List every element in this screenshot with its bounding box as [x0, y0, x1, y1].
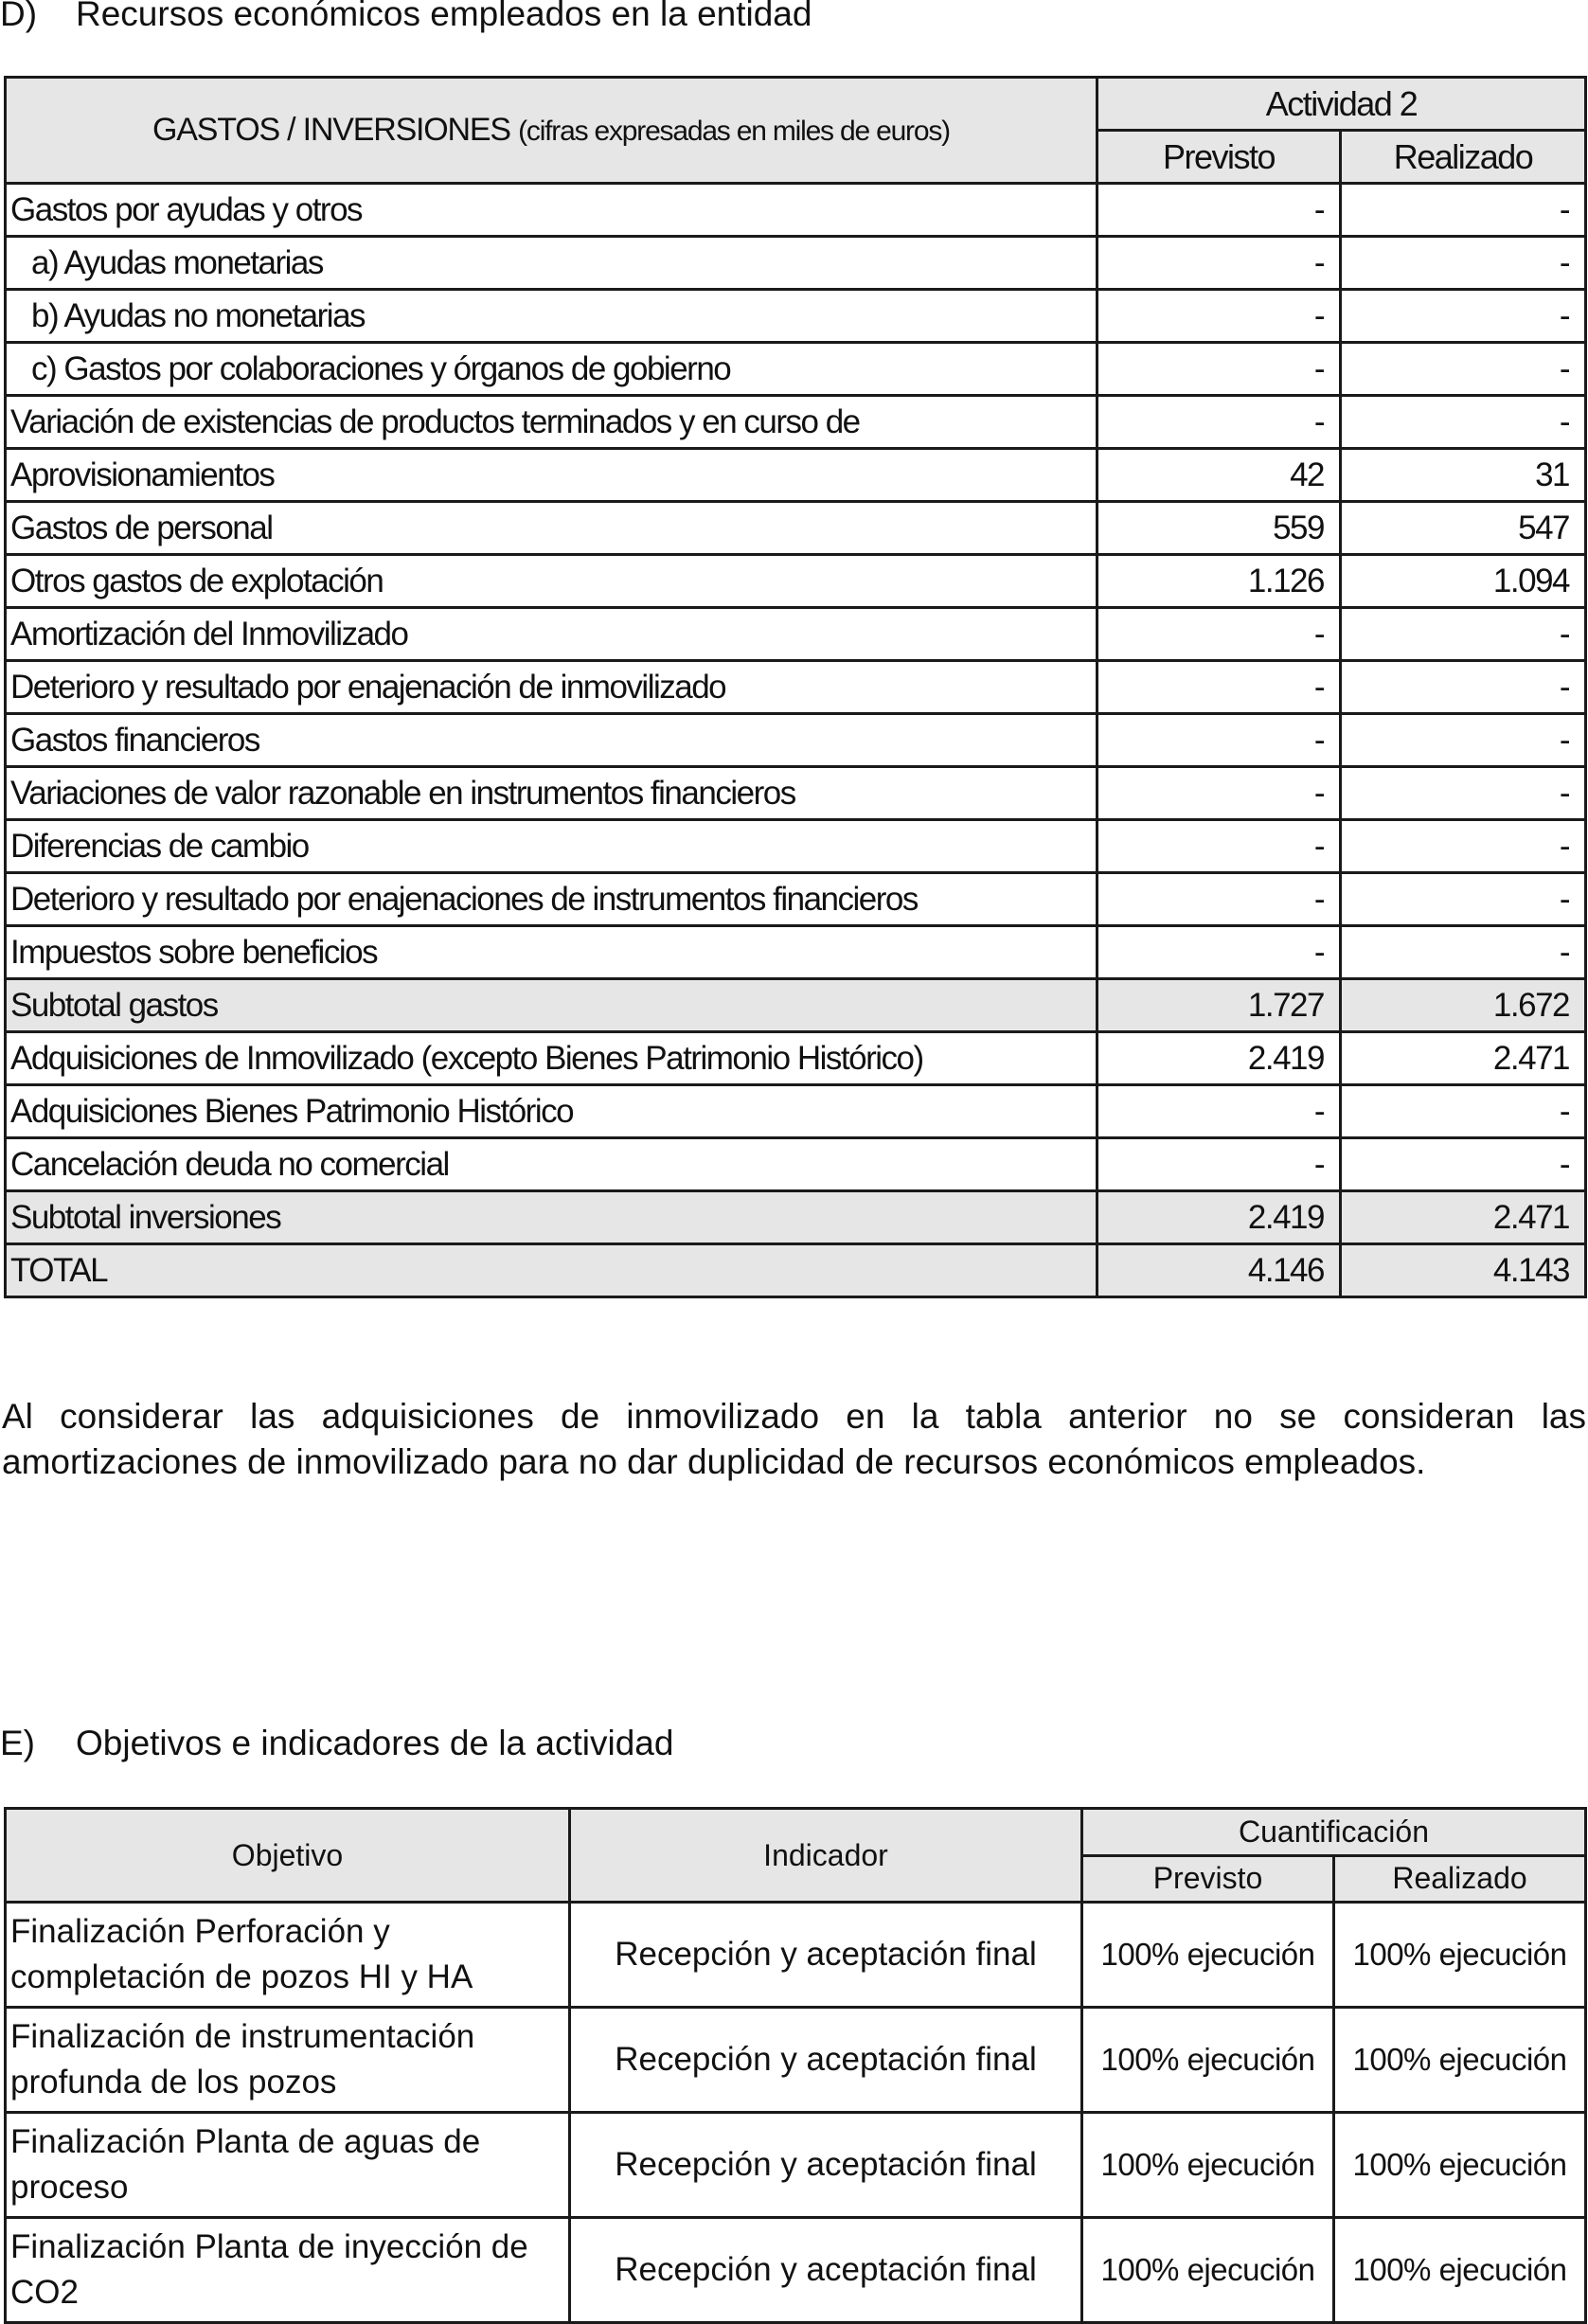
actual-value: -: [1341, 1138, 1586, 1191]
row-label: b) Ayudas no monetarias: [6, 290, 1097, 343]
explanatory-note: Al considerar las adquisiciones de inmovilizado en la tabla anterior no se consideran las amortizaciones de inmovilizado para no dar duplicidad de recursos económicos empleados.: [2, 1397, 1586, 1481]
row-label: Variación de existencias de productos terminados y en curso de: [6, 396, 1097, 449]
table-row: [6, 1085, 1586, 1138]
actual-cell: 100% ejecución: [1334, 1903, 1586, 2008]
actual-value: -: [1341, 873, 1586, 926]
actual-value: -: [1341, 820, 1586, 873]
planned-value: 1.126: [1097, 555, 1341, 608]
row-label: Otros gastos de explotación: [6, 555, 1097, 608]
row-label: Gastos por ayudas y otros: [6, 184, 1097, 237]
table-row: [6, 714, 1586, 767]
table-row: [6, 1191, 1586, 1244]
row-label: Impuestos sobre beneficios: [6, 926, 1097, 979]
header-main-label: GASTOS / INVERSIONES: [152, 111, 510, 148]
header-objective: Objetivo: [6, 1809, 570, 1903]
planned-value: -: [1097, 184, 1341, 237]
table-row: [6, 1032, 1586, 1085]
planned-cell: 100% ejecución: [1082, 2218, 1334, 2323]
table-row: [6, 555, 1586, 608]
planned-value: 1.727: [1097, 979, 1341, 1032]
planned-value: -: [1097, 1138, 1341, 1191]
planned-value: 2.419: [1097, 1191, 1341, 1244]
table-row: [6, 1138, 1586, 1191]
table-row: [6, 926, 1586, 979]
actual-value: -: [1341, 661, 1586, 714]
row-label: Gastos financieros: [6, 714, 1097, 767]
objective-cell: Finalización de instrumentación profunda de los pozos: [6, 2008, 570, 2113]
actual-value: 31: [1341, 449, 1586, 502]
actual-cell: 100% ejecución: [1334, 2008, 1586, 2113]
planned-value: -: [1097, 396, 1341, 449]
planned-value: -: [1097, 1085, 1341, 1138]
table-row: [6, 661, 1586, 714]
planned-cell: 100% ejecución: [1082, 2113, 1334, 2218]
table-row: [6, 2008, 1586, 2113]
actual-value: -: [1341, 714, 1586, 767]
row-label: Amortización del Inmovilizado: [6, 608, 1097, 661]
row-label: Cancelación deuda no comercial: [6, 1138, 1097, 1191]
planned-value: 2.419: [1097, 1032, 1341, 1085]
actual-value: -: [1341, 237, 1586, 290]
actual-value: 1.094: [1341, 555, 1586, 608]
table-row: [6, 2218, 1586, 2323]
objectives-table: [4, 1807, 1587, 2324]
section-d-heading: [0, 0, 812, 34]
actual-value: 4.143: [1341, 1244, 1586, 1297]
objective-cell: Finalización Perforación y completación de pozos HI y HA: [6, 1903, 570, 2008]
actual-value: -: [1341, 343, 1586, 396]
table-row: [6, 184, 1586, 237]
indicator-cell: Recepción y aceptación final: [570, 2218, 1082, 2323]
actual-value: -: [1341, 767, 1586, 820]
table-row: [6, 2113, 1586, 2218]
table-row: [6, 396, 1586, 449]
header-quantification: Cuantificación: [1082, 1809, 1586, 1856]
row-label: Adquisiciones de Inmovilizado (excepto Bienes Patrimonio Histórico): [6, 1032, 1097, 1085]
section-d-letter: D): [0, 0, 38, 33]
planned-value: 559: [1097, 502, 1341, 555]
row-label: a) Ayudas monetarias: [6, 237, 1097, 290]
section-e-letter: E): [0, 1724, 35, 1762]
actual-value: 2.471: [1341, 1032, 1586, 1085]
table-row: [6, 608, 1586, 661]
row-label: Diferencias de cambio: [6, 820, 1097, 873]
header-e-planned: Previsto: [1082, 1855, 1334, 1903]
actual-cell: 100% ejecución: [1334, 2113, 1586, 2218]
table-row: [6, 820, 1586, 873]
actual-value: -: [1341, 1085, 1586, 1138]
section-e-title: Objetivos e indicadores de la actividad: [76, 1724, 674, 1762]
row-label: Subtotal inversiones: [6, 1191, 1097, 1244]
table-row: [6, 873, 1586, 926]
table-row: [6, 449, 1586, 502]
actual-value: 547: [1341, 502, 1586, 555]
row-label: Gastos de personal: [6, 502, 1097, 555]
planned-value: -: [1097, 714, 1341, 767]
table-row: [6, 502, 1586, 555]
header-indicator: Indicador: [570, 1809, 1082, 1903]
actual-value: -: [1341, 926, 1586, 979]
planned-value: -: [1097, 661, 1341, 714]
section-d-title: Recursos económicos empleados en la entidad: [76, 0, 812, 33]
planned-value: -: [1097, 820, 1341, 873]
section-e-heading: [0, 1724, 673, 1763]
header-actual: Realizado: [1341, 131, 1586, 184]
planned-cell: 100% ejecución: [1082, 2008, 1334, 2113]
resources-table: [4, 76, 1587, 1298]
header-activity: Actividad 2: [1097, 78, 1586, 131]
actual-cell: 100% ejecución: [1334, 2218, 1586, 2323]
row-label: TOTAL: [6, 1244, 1097, 1297]
planned-value: -: [1097, 343, 1341, 396]
table-row: [6, 1244, 1586, 1297]
header-units-note: (cifras expresadas en miles de euros): [518, 115, 950, 147]
table-row: [6, 1903, 1586, 2008]
row-label: Aprovisionamientos: [6, 449, 1097, 502]
objective-cell: Finalización Planta de inyección de CO2: [6, 2218, 570, 2323]
row-label: Adquisiciones Bienes Patrimonio Histórico: [6, 1085, 1097, 1138]
planned-value: -: [1097, 926, 1341, 979]
planned-value: 42: [1097, 449, 1341, 502]
table-row: [6, 979, 1586, 1032]
row-label: c) Gastos por colaboraciones y órganos de gobierno: [6, 343, 1097, 396]
table-row: [6, 290, 1586, 343]
indicator-cell: Recepción y aceptación final: [570, 1903, 1082, 2008]
indicator-cell: Recepción y aceptación final: [570, 2008, 1082, 2113]
indicator-cell: Recepción y aceptación final: [570, 2113, 1082, 2218]
actual-value: -: [1341, 184, 1586, 237]
planned-value: 4.146: [1097, 1244, 1341, 1297]
planned-value: -: [1097, 608, 1341, 661]
actual-value: -: [1341, 608, 1586, 661]
objective-cell: Finalización Planta de aguas de proceso: [6, 2113, 570, 2218]
actual-value: 1.672: [1341, 979, 1586, 1032]
actual-value: -: [1341, 290, 1586, 343]
actual-value: -: [1341, 396, 1586, 449]
planned-cell: 100% ejecución: [1082, 1903, 1334, 2008]
table-row: [6, 343, 1586, 396]
header-planned: Previsto: [1097, 131, 1341, 184]
planned-value: -: [1097, 237, 1341, 290]
table-row: [6, 767, 1586, 820]
actual-value: 2.471: [1341, 1191, 1586, 1244]
row-label: Deterioro y resultado por enajenación de inmovilizado: [6, 661, 1097, 714]
planned-value: -: [1097, 767, 1341, 820]
header-expenses-investments: [6, 78, 1097, 184]
header-e-actual: Realizado: [1334, 1855, 1586, 1903]
row-label: Subtotal gastos: [6, 979, 1097, 1032]
row-label: Variaciones de valor razonable en instrumentos financieros: [6, 767, 1097, 820]
row-label: Deterioro y resultado por enajenaciones de instrumentos financieros: [6, 873, 1097, 926]
table-row: [6, 237, 1586, 290]
planned-value: -: [1097, 290, 1341, 343]
planned-value: -: [1097, 873, 1341, 926]
